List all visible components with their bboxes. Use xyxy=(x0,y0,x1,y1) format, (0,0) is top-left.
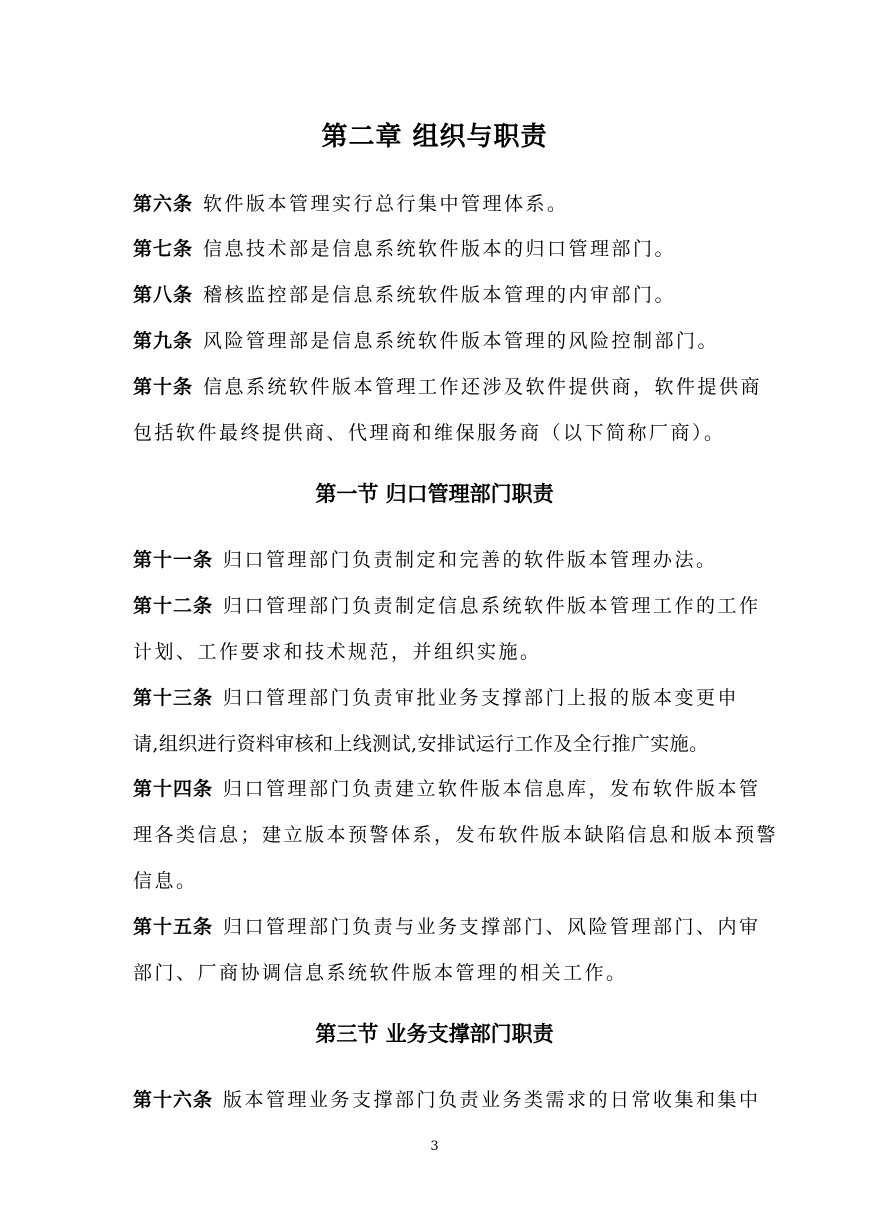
article-15-continuation: 部门、厂商协调信息系统软件版本管理的相关工作。 xyxy=(133,962,628,984)
article-15-label: 第十五条 xyxy=(133,916,214,938)
article-15-text: 归口管理部门负责与业务支撑部门、风险管理部门、内审 xyxy=(223,916,761,938)
article-12-continuation: 计划、工作要求和技术规范，并组织实施。 xyxy=(133,641,542,663)
article-6 xyxy=(133,189,569,219)
article-6-label: 第六条 xyxy=(133,193,194,215)
article-10-continuation: 包括软件最终提供商、代理商和维保服务商（以下简称厂商）。 xyxy=(133,422,726,444)
article-8 xyxy=(133,280,676,310)
article-8-label: 第八条 xyxy=(133,284,194,306)
article-9-label: 第九条 xyxy=(133,330,194,352)
article-12-text: 归口管理部门负责制定信息系统软件版本管理工作的工作 xyxy=(223,595,761,617)
article-14-label: 第十四条 xyxy=(133,778,214,800)
article-15 xyxy=(133,912,761,942)
article-10-text: 信息系统软件版本管理工作还涉及软件提供商，软件提供商 xyxy=(203,376,763,398)
article-11 xyxy=(133,545,718,575)
article-13-label: 第十三条 xyxy=(133,687,214,709)
article-9-text: 风险管理部是信息系统软件版本管理的风险控制部门。 xyxy=(203,330,720,352)
article-13-text: 归口管理部门负责审批业务支撑部门上报的版本变更申 xyxy=(223,687,740,709)
article-16-text: 版本管理业务支撑部门负责业务类需求的日常收集和集中 xyxy=(223,1089,761,1111)
article-14-text: 归口管理部门负责建立软件版本信息库，发布软件版本管 xyxy=(223,778,761,800)
article-14-continuation-2: 信息。 xyxy=(133,870,198,892)
section-3-title: 第三节 业务支撑部门职责 xyxy=(315,1021,554,1046)
article-11-label: 第十一条 xyxy=(133,549,214,571)
article-11-text: 归口管理部门负责制定和完善的软件版本管理办法。 xyxy=(223,549,718,571)
article-13 xyxy=(133,683,739,713)
article-6-text: 软件版本管理实行总行集中管理体系。 xyxy=(203,193,569,215)
article-14-continuation: 理各类信息；建立版本预警体系，发布软件版本缺陷信息和版本预警 xyxy=(133,824,779,846)
page-number: 3 xyxy=(430,1139,439,1154)
article-7-label: 第七条 xyxy=(133,238,194,260)
article-7 xyxy=(133,234,676,264)
article-16 xyxy=(133,1085,761,1115)
section-1-title: 第一节 归口管理部门职责 xyxy=(315,481,554,506)
article-7-text: 信息技术部是信息系统软件版本的归口管理部门。 xyxy=(203,238,677,260)
article-12 xyxy=(133,591,761,621)
article-8-text: 稽核监控部是信息系统软件版本管理的内审部门。 xyxy=(203,284,677,306)
article-12-label: 第十二条 xyxy=(133,595,214,617)
article-10 xyxy=(133,372,762,402)
article-14 xyxy=(133,774,761,804)
chapter-title: 第二章 组织与职责 xyxy=(321,122,548,152)
article-13-continuation: 请,组织进行资料审核和上线测试,安排试运行工作及全行推广实施。 xyxy=(133,733,709,755)
article-16-label: 第十六条 xyxy=(133,1089,214,1111)
article-10-label: 第十条 xyxy=(133,376,194,398)
article-9 xyxy=(133,326,719,356)
